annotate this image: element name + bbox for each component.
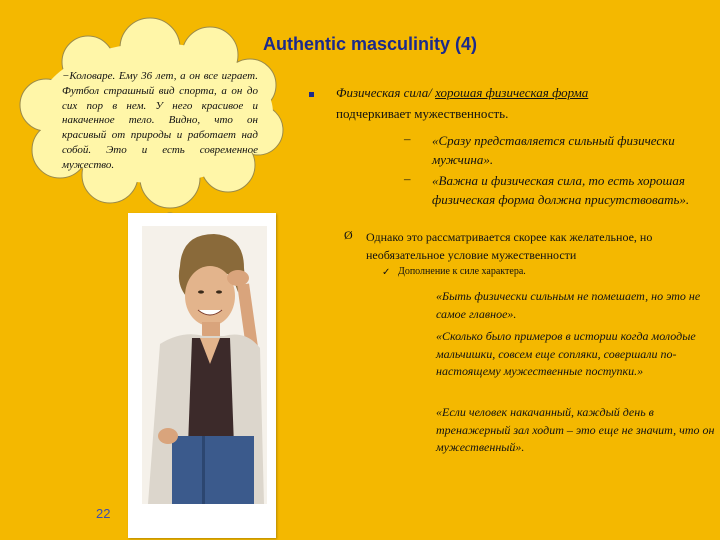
main-point bbox=[336, 83, 686, 102]
quote-3: «Если человек накачанный, каждый день в тренажерный зал ходит – это еще не значит, что он мужественный». bbox=[436, 405, 715, 454]
point-3: Дополнение к силе характера. bbox=[398, 266, 526, 277]
sub-point-1: «Сразу представляется сильный физически мужчина». bbox=[432, 133, 675, 167]
point-2: Однако это рассматривается скорее как желательное, но необязательное условие мужественности bbox=[366, 230, 653, 262]
page-number: 22 bbox=[96, 506, 111, 521]
sub-point-2: «Важна и физическая сила, то есть хорошая физическая форма должна присутствовать». bbox=[432, 173, 690, 207]
square-bullet-icon bbox=[309, 92, 314, 97]
dash-icon: – bbox=[404, 171, 411, 186]
main-point-part2: хорошая физическая форма bbox=[435, 85, 589, 100]
arrow-bullet-icon: Ø bbox=[344, 228, 353, 242]
main-point-part1: Физическая сила/ bbox=[336, 85, 432, 100]
quote-1: «Быть физически сильным не помешает, но это не самое главное». bbox=[436, 289, 701, 321]
slide-title: Authentic masculinity (4) bbox=[262, 34, 478, 54]
cloud-text: −Коловаре. Ему 36 лет, а он все играет. Футбол страшный вид спорта, а он до сих пор в нем. У него красивое и накаченное тело. Видно, что он красивый от природы и работает над собой. Это и есть современное мужество. bbox=[62, 70, 258, 171]
dash-icon: – bbox=[404, 131, 411, 146]
quote-2: «Сколько было примеров в истории когда молодые мальчишки, совсем еще сопляки, совершали по-настоящему мужественные поступки.» bbox=[436, 329, 696, 378]
main-point-line2: подчеркивает мужественность. bbox=[336, 106, 509, 121]
check-bullet-icon: ✓ bbox=[382, 267, 391, 278]
